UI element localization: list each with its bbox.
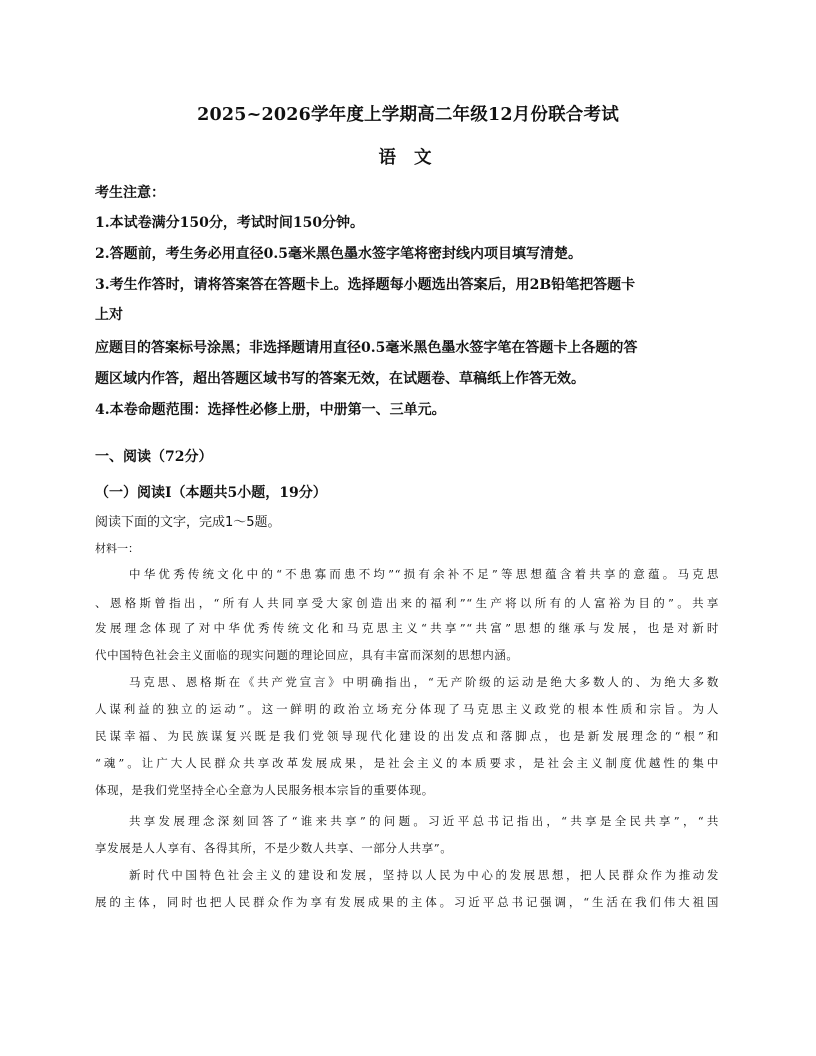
passage-line: 、恩格斯曾指出，“所有人共同享受大家创造出来的福利”“生产将以所有的人富裕为目的”。共享 bbox=[95, 596, 719, 610]
notice-item-1: 1.本试卷满分150分，考试时间150分钟。 bbox=[95, 215, 365, 231]
notice-item-4: 4.本卷命题范围：选择性必修上册，中册第一、三单元。 bbox=[95, 402, 446, 418]
passage-line: 共享发展理念深刻回答了“谁来共享”的问题。习近平总书记指出，“共享是全民共享”，“共 bbox=[129, 814, 719, 828]
passage-line: 发展理念体现了对中华优秀传统文化和马克思主义“共享”“共富”思想的继承与发展，也是对新时 bbox=[95, 621, 719, 635]
passage-line: 享发展是人人享有、各得其所，不是少数人共享、一部分人共享”。 bbox=[95, 841, 453, 855]
material-label: 材料一： bbox=[95, 542, 139, 555]
section-heading: 一、阅读（72分） bbox=[95, 449, 213, 465]
passage-line: 马克思、恩格斯在《共产党宣言》中明确指出，“无产阶级的运动是绝大多数人的、为绝大多数 bbox=[129, 675, 719, 689]
passage-line: 代中国特色社会主义面临的现实问题的理论回应，具有丰富而深刻的思想内涵。 bbox=[95, 648, 519, 662]
reading-instruction: 阅读下面的文字，完成1～5题。 bbox=[95, 515, 281, 530]
passage-line: “魂”。让广大人民群众共享改革发展成果，是社会主义的本质要求，是社会主义制度优越性的集中 bbox=[95, 756, 719, 770]
exam-title: 2025~2026学年度上学期高二年级12月份联合考试 bbox=[197, 105, 619, 125]
notice-item-2: 2.答题前，考生务必用直径0.5毫米黑色墨水签字笔将密封线内项目填写清楚。 bbox=[95, 246, 582, 262]
passage-line: 中华优秀传统文化中的“不患寡而患不均”“损有余补不足”等思想蕴含着共享的意蕴。马克思 bbox=[129, 567, 719, 581]
notice-item-3-wrap: 上对 bbox=[95, 307, 123, 323]
passage-line: 体现，是我们党坚持全心全意为人民服务根本宗旨的重要体现。 bbox=[95, 783, 434, 797]
passage-line: 展的主体，同时也把人民群众作为享有发展成果的主体。习近平总书记强调，“生活在我们伟大祖国 bbox=[95, 895, 719, 909]
passage-line: 民谋幸福、为民族谋复兴既是我们党领导现代化建设的出发点和落脚点，也是新发展理念的“根”和 bbox=[95, 729, 719, 743]
passage-line: 新时代中国特色社会主义的建设和发展，坚持以人民为中心的发展思想，把人民群众作为推动发 bbox=[129, 868, 719, 882]
notice-item-3: 3.考生作答时，请将答案答在答题卡上。选择题每小题选出答案后，用2B铅笔把答题卡 bbox=[95, 277, 636, 293]
notice-item-3-cont-1: 应题目的答案标号涂黑；非选择题请用直径0.5毫米黑色墨水签字笔在答题卡上各题的答 bbox=[95, 340, 638, 356]
passage-line: 人谋利益的独立的运动”。这一鲜明的政治立场充分体现了马克思主义政党的根本性质和宗旨。为人 bbox=[95, 702, 719, 716]
exam-subject: 语 文 bbox=[378, 148, 438, 168]
notice-item-3-cont-2: 题区域内作答，超出答题区域书写的答案无效，在试题卷、草稿纸上作答无效。 bbox=[95, 371, 585, 387]
notice-heading: 考生注意： bbox=[95, 185, 165, 201]
subsection-heading: （一）阅读Ⅰ（本题共5小题，19分） bbox=[95, 485, 327, 501]
